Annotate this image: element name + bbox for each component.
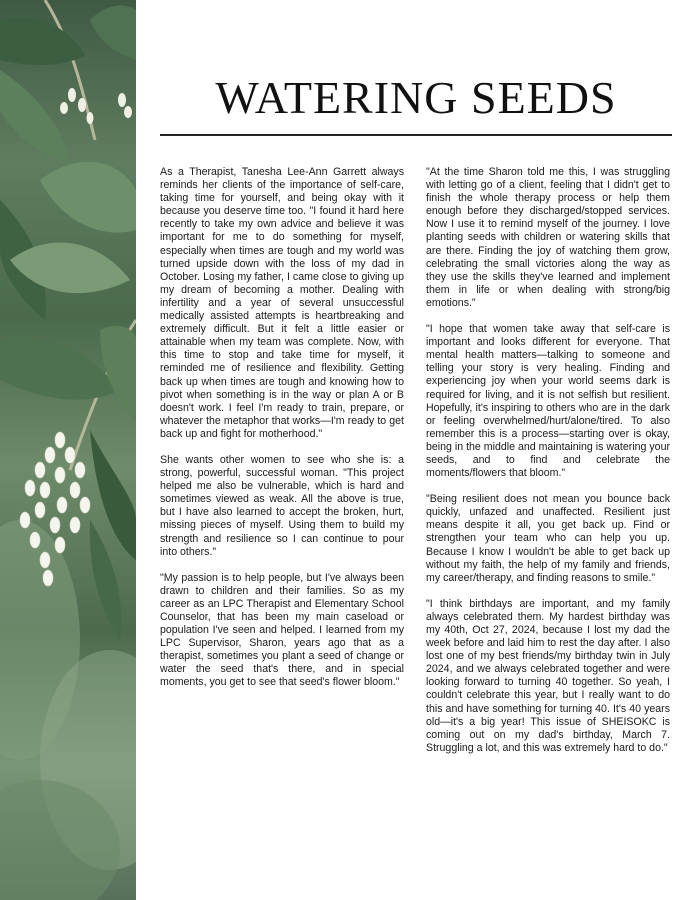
article-paragraph: As a Therapist, Tanesha Lee-Ann Garrett always reminds her clients of the importance of self-care, taking time for yourself, and being okay with it because you deserve time too. "I found it hard here recently to take my own advice and believe it was important for me to do something for myself, especially when times are tough and my world was turned upside down with the loss of my dad in October. Losing my father, I came close to giving up my dream of becoming a mother. Dealing with infertility and a year of several unsuccessful medically assisted attempts is heartbreaking and extremely difficult. But it felt a little easier or attainable when my team was complete. Now, with this time to stop and take time for myself, it reminded me of resilience and flexibility. Getting back up when times are tough and knowing how to pivot when something is in the way or plan A or B doesn't work. I feel I'm ready to train, prepare, or whatever the metaphor that works—I'm ready to get back up and fight for motherhood." <box>160 166 404 440</box>
article-title: WATERING SEEDS <box>215 72 617 123</box>
leaf-plant-photo-icon <box>0 0 136 900</box>
title-divider <box>160 134 672 136</box>
article-column-left <box>160 166 404 703</box>
decorative-plant-photo <box>0 0 136 900</box>
article-paragraph: "Being resilient does not mean you bounce back quickly, unfazed and unaffected. Resilient just means despite it all, you get back up. Find or strengthen your team who can help you up. Because I know I wouldn't be able to get back up without my faith, the help of my family and friends, my career/therapy, and finding reasons to smile." <box>426 493 670 584</box>
article-paragraph: "At the time Sharon told me this, I was struggling with letting go of a client, feeling that I didn't get to finish the whole therapy process or help them enough before they discharged/stopped services. Now I use it to remind myself of the journey. I love planting seeds with children or watering skills that are there. Finding the joy of watching them grow, celebrating the small victories along the way as they use the skills they've learned and implement them in life or when dealing with strong/big emotions." <box>426 166 670 309</box>
article-paragraph: "My passion is to help people, but I've always been drawn to children and their families. So as my career as an LPC Therapist and Elementary School Counselor, that has been my main caseload or population I've seen and helped. I learned from my LPC Supervisor, Sharon, years ago that as a therapist, sometimes you plant a seed of change or water the seed that's there, and in special moments, you get to see that seed's flower bloom." <box>160 571 404 689</box>
article-paragraph: "I think birthdays are important, and my family always celebrated them. My hardest birthday was my 40th, Oct 27, 2024, because I lost my dad the week before and laid him to rest the day after. I also lost one of my best friends/my birthday twin in July 2024, and we always celebrated together and were looking forward to turning 40 together. So yeah, I couldn't celebrate this year, but I really want to do this and have something for turning 40. It's 40 years old—it's a big year! This issue of SHEISOKC is coming out on my dad's birthday, March 7. Struggling a lot, and this was extremely hard to do." <box>426 597 670 754</box>
article-paragraph: "I hope that women take away that self-care is important and looks different for everyone. That mental health matters—talking to someone and telling your story is very healing. Finding and experiencing joy when your world seems dark is required for living, and it is not selfish but resilient. Hopefully, it's inspiring to others who are in the dark or feeling overwhelmed/hurt/alone/tired. To also remember this is a process—starting over is okay, being in the middle and maintaining is watering your seeds, and to find and celebrate the moments/flowers that bloom." <box>426 323 670 480</box>
article-paragraph: She wants other women to see who she is: a strong, powerful, successful woman. "This project helped me also be vulnerable, which is hard and sometimes viewed as weak. All the above is true, but I have also learned to accept the broken, hurt, missing pieces of myself. Using them to build my strength and resilience so I can continue to pour into others." <box>160 453 404 558</box>
article-column-right <box>426 166 670 768</box>
